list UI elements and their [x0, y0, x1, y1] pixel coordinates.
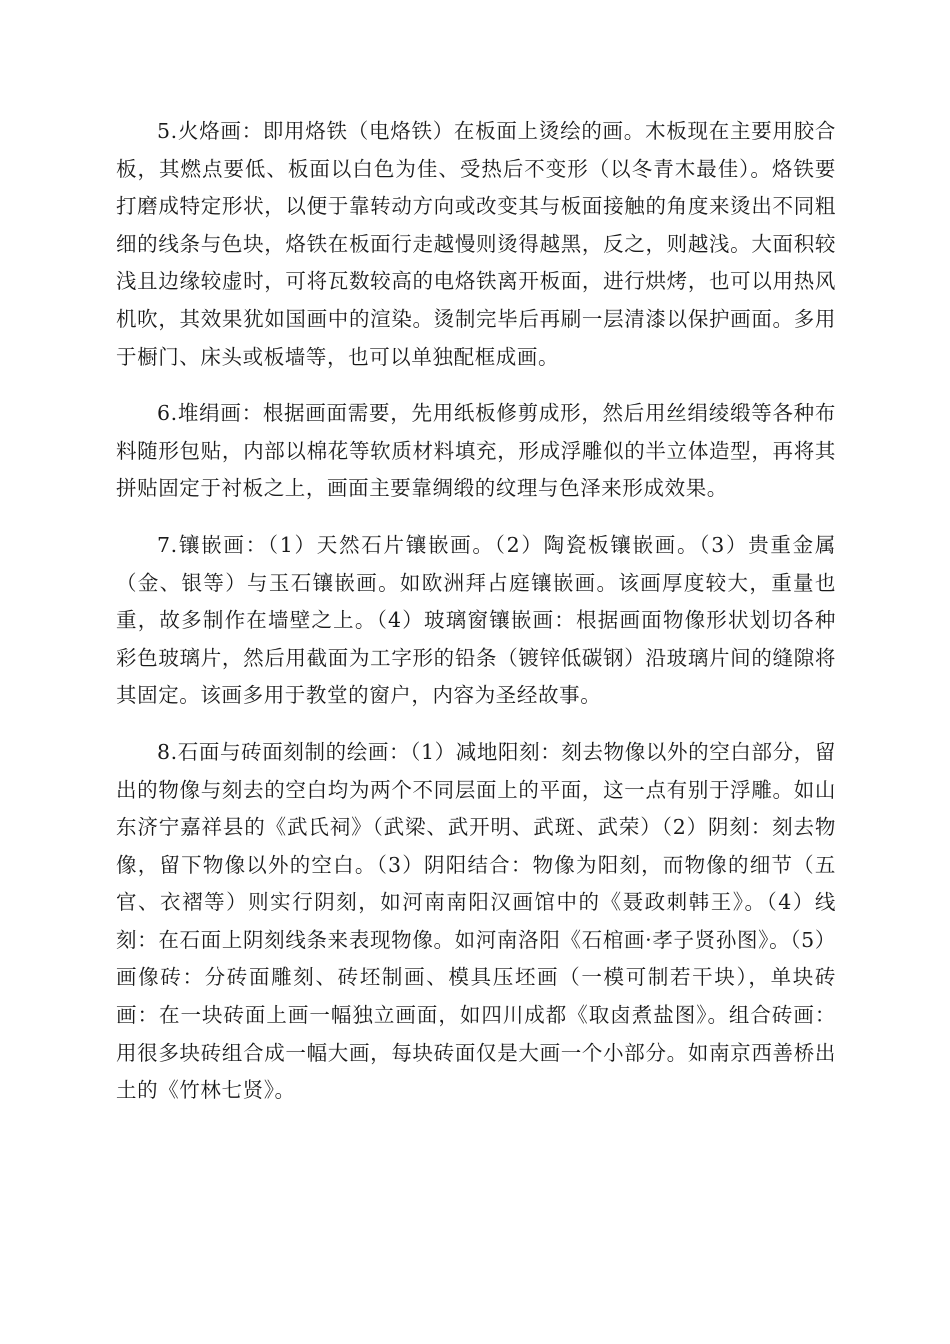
paragraph-7-mosaic-painting: 7.镶嵌画：（1）天然石片镶嵌画。（2）陶瓷板镶嵌画。（3）贵重金属（金、银等）与玉石镶嵌画。如欧洲拜占庭镶嵌画。该画厚度较大，重量也重，故多制作在墙壁之上。（4）玻璃窗镶嵌画：根据画面物像形状划切各种彩色玻璃片，然后用截面为工字形的铅条（镀锌低碳钢）沿玻璃片间的缝隙将其固定。该画多用于教堂的窗户，内容为圣经故事。 — [116, 532, 836, 708]
document-page — [116, 113, 836, 1129]
paragraph-6-padded-silk-painting: 6.堆绢画：根据画面需要，先用纸板修剪成形，然后用丝绢绫缎等各种布料随形包贴，内部以棉花等软质材料填充，形成浮雕似的半立体造型，再将其拼贴固定于衬板之上，画面主要靠绸缎的纹理与色泽来形成效果。 — [116, 401, 836, 501]
paragraph-8-stone-brick-carving: 8.石面与砖面刻制的绘画：（1）减地阳刻：刻去物像以外的空白部分，留出的物像与刻去的空白均为两个不同层面上的平面，这一点有别于浮雕。如山东济宁嘉祥县的《武氏祠》（武梁、武开明、武斑、武荣）（2）阴刻：刻去物像，留下物像以外的空白。（3）阴阳结合：物像为阳刻，而物像的细节（五官、衣褶等）则实行阴刻，如河南南阳汉画馆中的《聂政刺韩王》。（4）线刻：在石面上阴刻线条来表现物像。如河南洛阳《石棺画·孝子贤孙图》。（5）画像砖：分砖面雕刻、砖坯制画、模具压坯画（一模可制若干块），单块砖画：在一块砖面上画一幅独立画面，如四川成都《取卤煮盐图》。组合砖画：用很多块砖组合成一幅大画，每块砖面仅是大画一个小部分。如南京西善桥出土的《竹林七贤》。 — [116, 739, 836, 1103]
paragraph-5-pyrography: 5.火烙画：即用烙铁（电烙铁）在板面上烫绘的画。木板现在主要用胶合板，其燃点要低、板面以白色为佳、受热后不变形（以冬青木最佳）。烙铁要打磨成特定形状，以便于靠转动方向或改变其与板面接触的角度来烫出不同粗细的线条与色块，烙铁在板面行走越慢则烫得越黑，反之，则越浅。大面积较浅且边缘较虚时，可将瓦数较高的电烙铁离开板面，进行烘烤，也可以用热风机吹，其效果犹如国画中的渲染。烫制完毕后再刷一层清漆以保护画面。多用于橱门、床头或板墙等，也可以单独配框成画。 — [116, 119, 836, 369]
